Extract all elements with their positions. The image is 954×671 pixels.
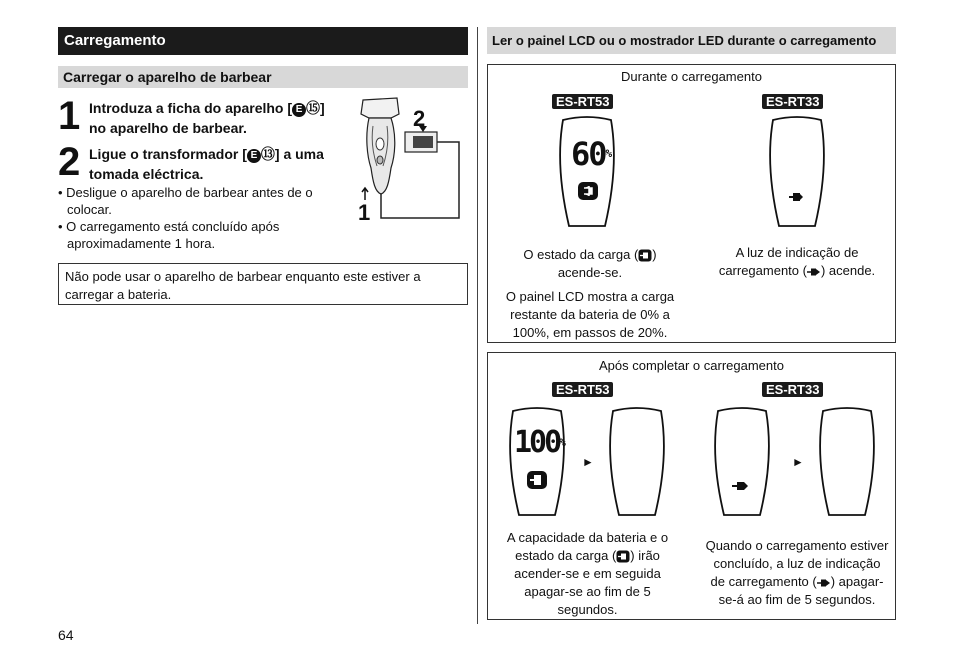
after-b-line1: Quando o carregamento estiver <box>705 538 889 553</box>
plug-charge-icon <box>616 550 630 563</box>
after-a-text2b: ) irão <box>630 548 660 563</box>
lcd-display-off <box>605 407 669 519</box>
after-b-line3 <box>697 573 897 591</box>
during-es-rt53-text <box>490 246 690 342</box>
bullet-list <box>58 184 358 252</box>
plug-charge-icon <box>577 181 599 201</box>
after-a-line5: segundos. <box>557 602 618 617</box>
step-1-ref: ⑮ <box>306 100 321 116</box>
subsection-title: Carregar o aparelho de barbear <box>58 66 468 88</box>
section-title-lcd: Ler o painel LCD ou o mostrador LED durante o carregamento <box>487 27 896 54</box>
lcd-value-after <box>514 425 566 460</box>
during-a-text1: O estado da carga ( <box>523 247 639 262</box>
plug-led-icon <box>807 267 821 277</box>
during-a-line3: O painel LCD mostra a carga <box>505 289 675 304</box>
during-a-line5: 100%, em passos de 20%. <box>512 325 668 340</box>
after-a-line2 <box>490 547 685 565</box>
during-a-line1 <box>490 246 690 264</box>
led-display <box>765 116 829 230</box>
during-a-text1b: ) <box>652 247 657 262</box>
bullet-1-line2: colocar. <box>67 202 112 217</box>
during-b-line1: A luz de indicação de <box>735 245 859 260</box>
plug-charge-icon <box>526 470 548 490</box>
during-b-text2b: ) acende. <box>820 263 876 278</box>
e-icon: E <box>292 103 306 117</box>
step-1-text-b: ] <box>320 100 325 116</box>
step-1-number: 1 <box>58 94 81 138</box>
lcd-unit-after: % <box>559 436 566 449</box>
step-2-text-a: Ligue o transformador [ <box>89 146 247 162</box>
step-2-text-c: tomada eléctrica. <box>89 166 204 182</box>
during-b-text2a: carregamento ( <box>718 263 807 278</box>
step-2-text-b: ] a uma <box>274 146 324 162</box>
bullet-2-line1: • O carregamento está concluído após <box>58 219 280 234</box>
note-box <box>58 263 468 305</box>
bullet-2-line2: aproximadamente 1 hora. <box>67 236 216 251</box>
arrow-icon: ► <box>582 455 594 469</box>
after-a-line3: acender-se e em seguida <box>514 566 661 581</box>
section-title-charging: Carregamento <box>58 27 468 55</box>
step-1-text-c: no aparelho de barbear. <box>89 120 247 136</box>
led-display-off <box>815 407 879 519</box>
illustration-label-1: 1 <box>358 200 371 225</box>
column-divider <box>477 27 478 624</box>
lcd-value-digits: 60 <box>571 135 606 173</box>
model-badge-es-rt53: ES-RT53 <box>552 382 613 397</box>
illustration-label-2: 2 <box>413 106 426 131</box>
lcd-display-60 <box>555 116 619 230</box>
after-a-line4: apagar-se ao fim de 5 <box>524 584 651 599</box>
during-a-line4: restante da bateria de 0% a <box>510 307 670 322</box>
shaver-illustration <box>355 96 467 226</box>
during-title: Durante o carregamento <box>621 69 762 84</box>
note-line-1: Não pode usar o aparelho de barbear enquanto este estiver a <box>65 269 421 284</box>
after-es-rt53-text <box>490 529 685 619</box>
during-es-rt33-text <box>697 244 897 280</box>
during-a-line2: acende-se. <box>557 265 623 280</box>
model-badge-es-rt33: ES-RT33 <box>762 382 823 397</box>
after-b-line2: concluído, a luz de indicação <box>713 556 881 571</box>
lcd-display-100 <box>505 407 569 519</box>
model-badge-es-rt53: ES-RT53 <box>552 94 613 109</box>
after-b-text3a: de carregamento ( <box>710 574 817 589</box>
led-display-on <box>710 407 774 519</box>
step-2-ref: ⑬ <box>260 146 275 162</box>
after-b-text3b: ) apagar- <box>830 574 884 589</box>
after-a-line1: A capacidade da bateria e o <box>506 530 669 545</box>
lcd-value <box>571 135 611 173</box>
model-badge-es-rt33: ES-RT33 <box>762 94 823 109</box>
during-b-line2 <box>697 262 897 280</box>
note-line-2: carregar a bateria. <box>65 287 172 302</box>
after-b-line4: se-á ao fim de 5 segundos. <box>718 592 876 607</box>
arrow-icon: ► <box>792 455 804 469</box>
after-a-text2a: estado da carga ( <box>515 548 617 563</box>
after-title: Após completar o carregamento <box>599 358 784 373</box>
step-2-text <box>89 144 354 184</box>
lcd-unit: % <box>605 147 611 160</box>
plug-led-icon <box>817 578 831 588</box>
page-number: 64 <box>58 627 74 643</box>
after-es-rt33-text <box>697 537 897 609</box>
step-1-text <box>89 98 354 138</box>
step-2-number: 2 <box>58 140 81 184</box>
e-icon: E <box>247 149 261 163</box>
plug-charge-icon <box>638 249 652 262</box>
bullet-1-line1: • Desligue o aparelho de barbear antes de o <box>58 185 313 200</box>
step-1-text-a: Introduza a ficha do aparelho [ <box>89 100 293 116</box>
lcd-value-after-digits: 100 <box>514 425 560 460</box>
